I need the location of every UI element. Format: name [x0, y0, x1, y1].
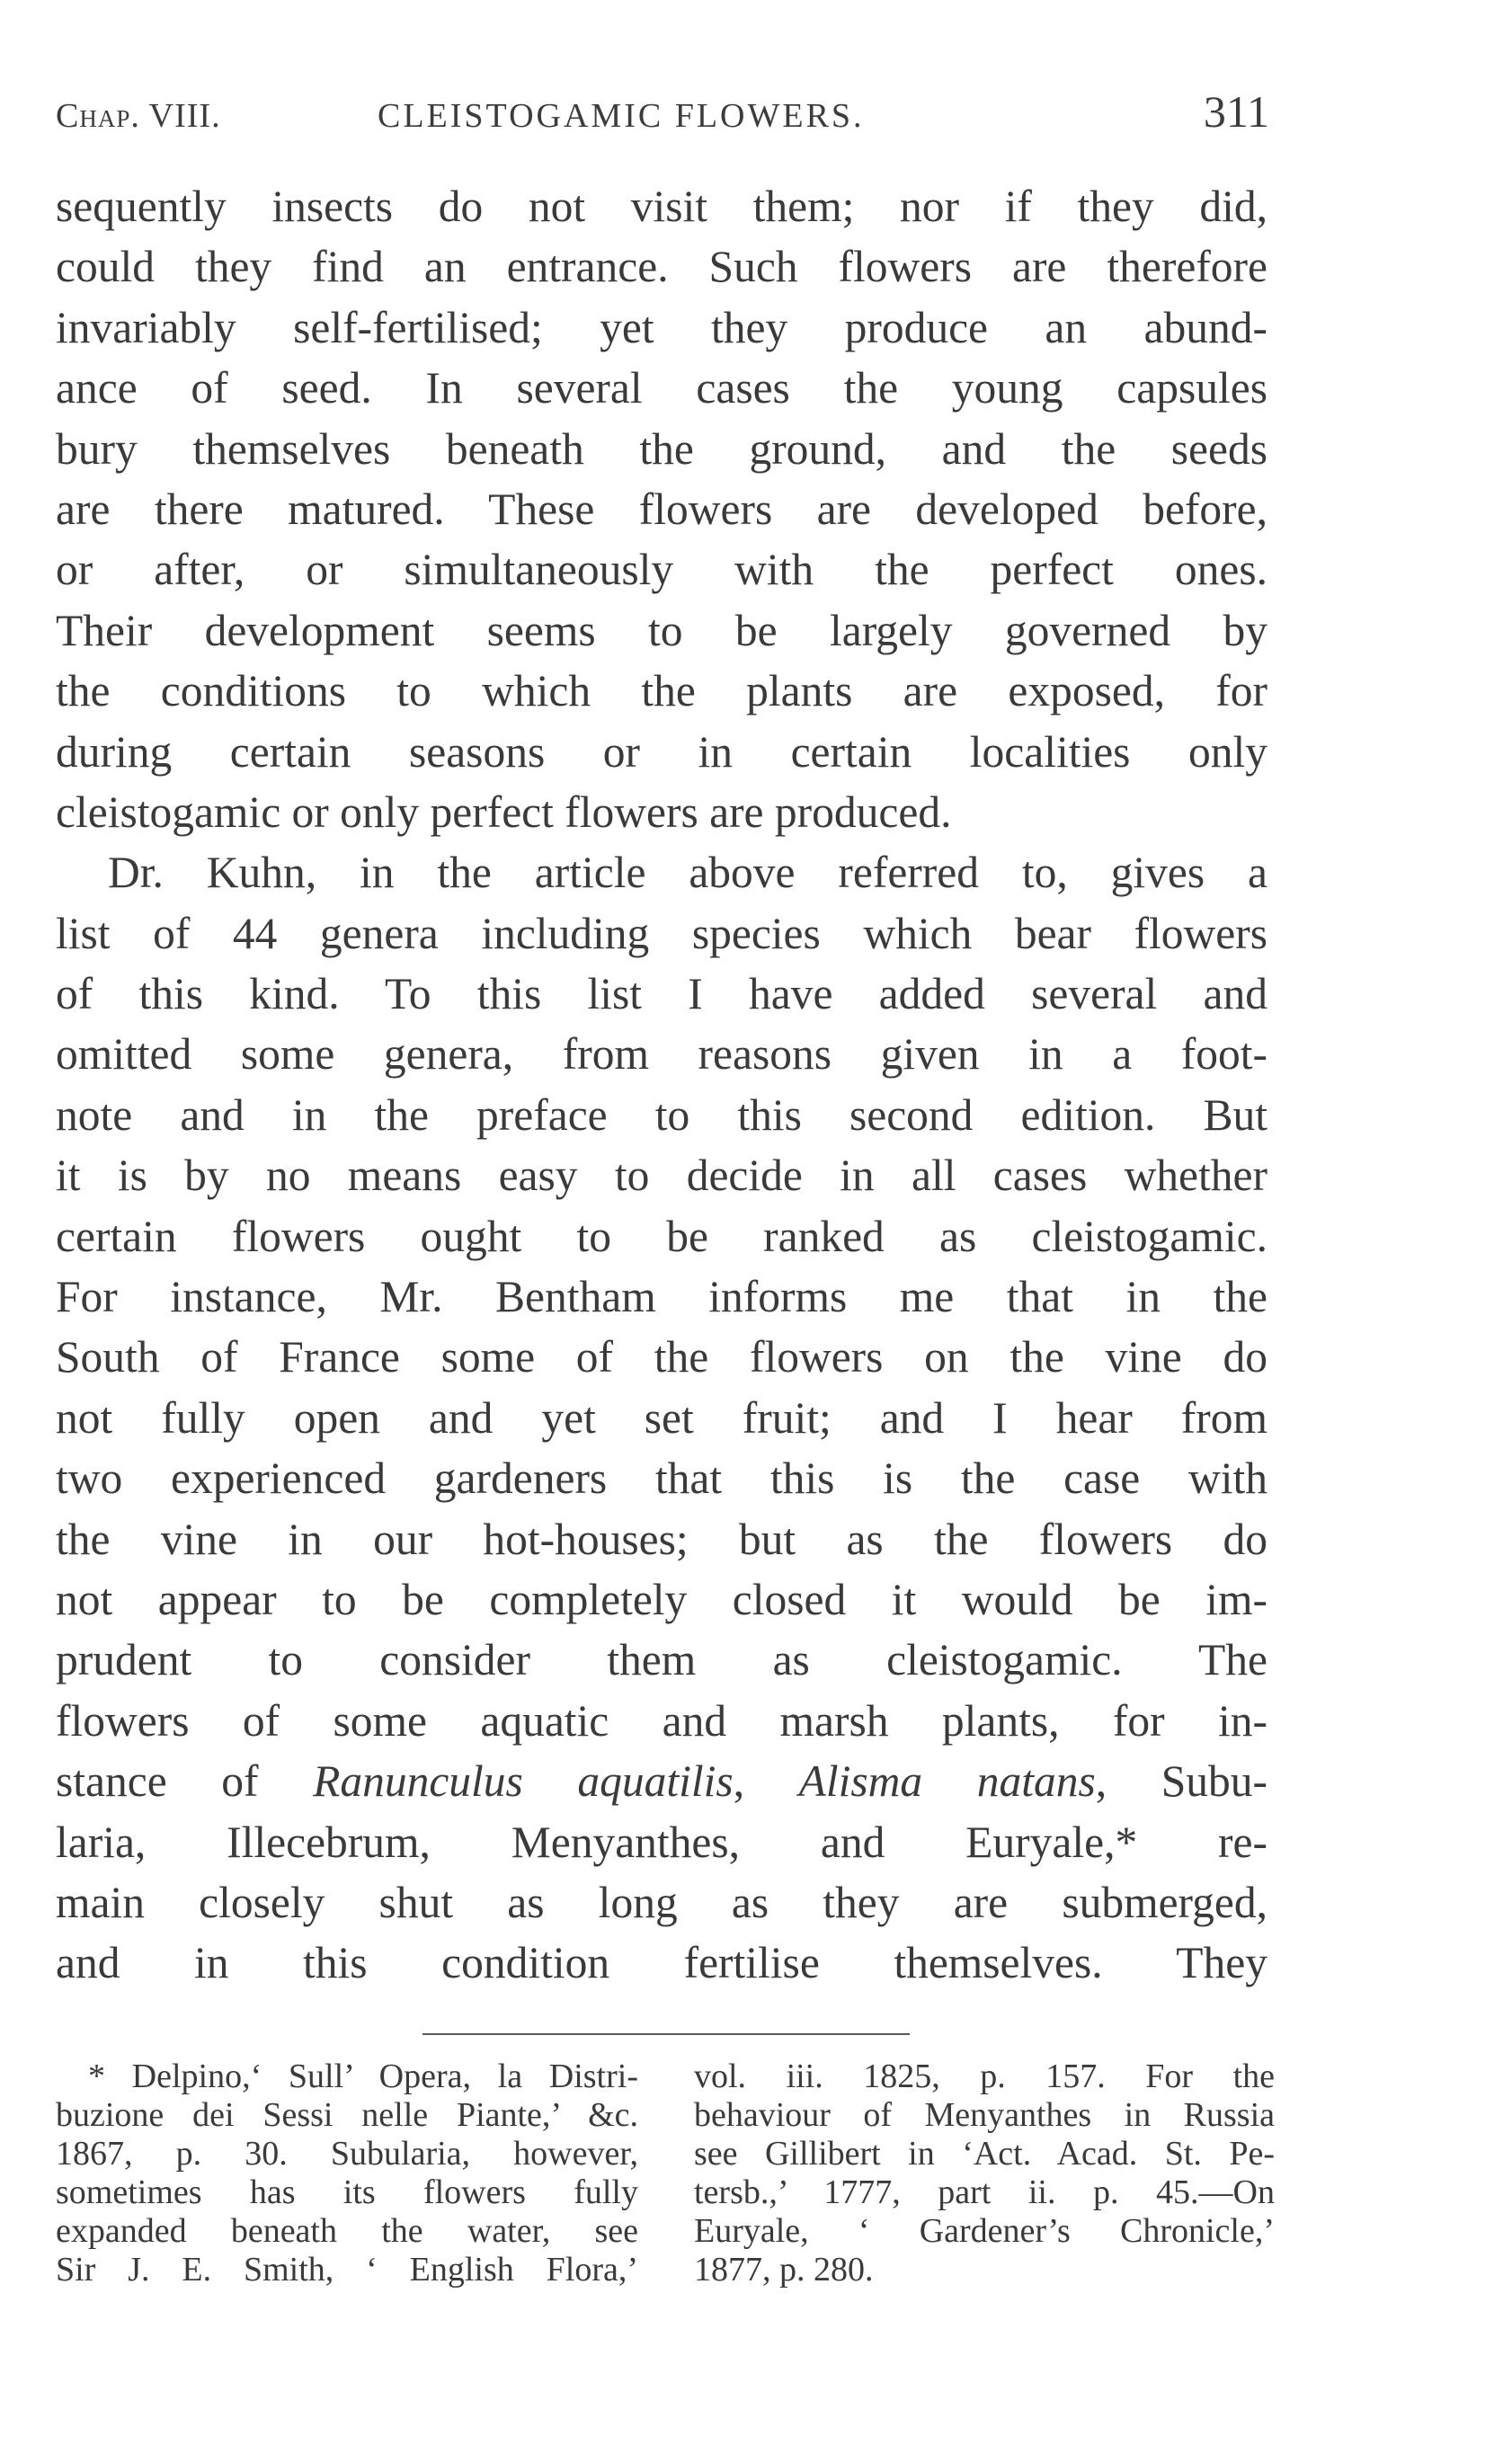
- text-fragment: ,: [733, 1756, 799, 1807]
- text-line: list of 44 genera including species which bear flowers: [56, 908, 1267, 958]
- text-line: main closely shut as long as they are submerged,: [56, 1877, 1267, 1927]
- footnote-line: sometimes has its flowers fully: [56, 2173, 638, 2211]
- text-line-with-species: [56, 1751, 1267, 1811]
- chapter-label: Chap. VIII.: [56, 97, 221, 135]
- text-line: laria, Illecebrum, Menyanthes, and Euryale,* re-: [56, 1817, 1267, 1867]
- text-line: Dr. Kuhn, in the article above referred to, gives a: [108, 848, 1267, 898]
- text-line: omitted some genera, from reasons given in a foot-: [56, 1029, 1267, 1080]
- text-line: of this kind. To this list I have added several and: [56, 969, 1267, 1019]
- text-line: ance of seed. In several cases the young capsules: [56, 363, 1267, 413]
- text-line: are there matured. These flowers are developed before,: [56, 484, 1267, 534]
- footnote-divider: [422, 2033, 910, 2035]
- footnote-line: 1877, p. 280.: [694, 2251, 874, 2289]
- text-line: not fully open and yet set fruit; and I hear from: [56, 1392, 1267, 1443]
- footnote-line: tersb.,’ 1777, part ii. p. 45.—On: [694, 2173, 1275, 2211]
- footnote-line: * Delpino,‘ Sull’ Opera, la Distri-: [88, 2058, 638, 2095]
- footnote-right-column: [694, 2058, 1275, 2289]
- footnote-line: Sir J. E. Smith, ‘ English Flora,’: [56, 2251, 638, 2289]
- text-line: South of France some of the flowers on the vine do: [56, 1332, 1267, 1382]
- text-line: and in this condition fertilise themselves. They: [56, 1938, 1267, 1988]
- text-line: could they find an entrance. Such flowers are therefore: [56, 242, 1267, 292]
- footnote-line: Euryale, ‘ Gardener’s Chronicle,’: [694, 2212, 1275, 2250]
- text-line: or after, or simultaneously with the perfect ones.: [56, 545, 1267, 595]
- text-fragment: stance of: [56, 1756, 314, 1807]
- footnote-line: behaviour of Menyanthes in Russia: [694, 2096, 1275, 2134]
- species-name: Alisma natans: [798, 1756, 1096, 1807]
- footnote-line: expanded beneath the water, see: [56, 2212, 638, 2250]
- text-line: certain flowers ought to be ranked as cleistogamic.: [56, 1211, 1267, 1261]
- text-line: the conditions to which the plants are exposed, for: [56, 666, 1267, 716]
- footnote-line: see Gillibert in ‘Act. Acad. St. Pe-: [694, 2135, 1275, 2173]
- footnote-left-column: [56, 2058, 638, 2289]
- text-line: note and in the preface to this second edition. But: [56, 1089, 1267, 1140]
- species-name: Ranunculus aquatilis: [313, 1756, 734, 1807]
- footnote-line: 1867, p. 30. Subularia, however,: [56, 2135, 638, 2173]
- text-line: it is by no means easy to decide in all cases whether: [56, 1151, 1267, 1201]
- text-line: the vine in our hot-houses; but as the flowers do: [56, 1514, 1267, 1564]
- page-number: 311: [1203, 86, 1269, 137]
- text-line: sequently insects do not visit them; nor if they did,: [56, 182, 1267, 231]
- text-line: invariably self-fertilised; yet they produce an abund-: [56, 302, 1267, 352]
- text-line: For instance, Mr. Bentham informs me that in the: [56, 1272, 1267, 1322]
- text-line: two experienced gardeners that this is the case with: [56, 1453, 1267, 1504]
- running-title: CLEISTOGAMIC FLOWERS.: [378, 97, 865, 135]
- text-line: prudent to consider them as cleistogamic. The: [56, 1635, 1267, 1685]
- text-line: flowers of some aquatic and marsh plants, for in-: [56, 1695, 1267, 1746]
- text-line: cleistogamic or only perfect flowers are produced.: [56, 787, 952, 837]
- footnote-line: buzione dei Sessi nelle Piante,’ &c.: [56, 2096, 638, 2134]
- footnote-line: vol. iii. 1825, p. 157. For the: [694, 2058, 1275, 2095]
- text-line: bury themselves beneath the ground, and the seeds: [56, 423, 1267, 474]
- main-text: [56, 176, 1267, 1994]
- text-line: Their development seems to be largely governed by: [56, 605, 1267, 655]
- text-line: not appear to be completely closed it would be im-: [56, 1574, 1267, 1624]
- running-header: [56, 85, 1269, 148]
- text-fragment: , Subu-: [1095, 1756, 1267, 1807]
- text-line: during certain seasons or in certain localities only: [56, 726, 1267, 777]
